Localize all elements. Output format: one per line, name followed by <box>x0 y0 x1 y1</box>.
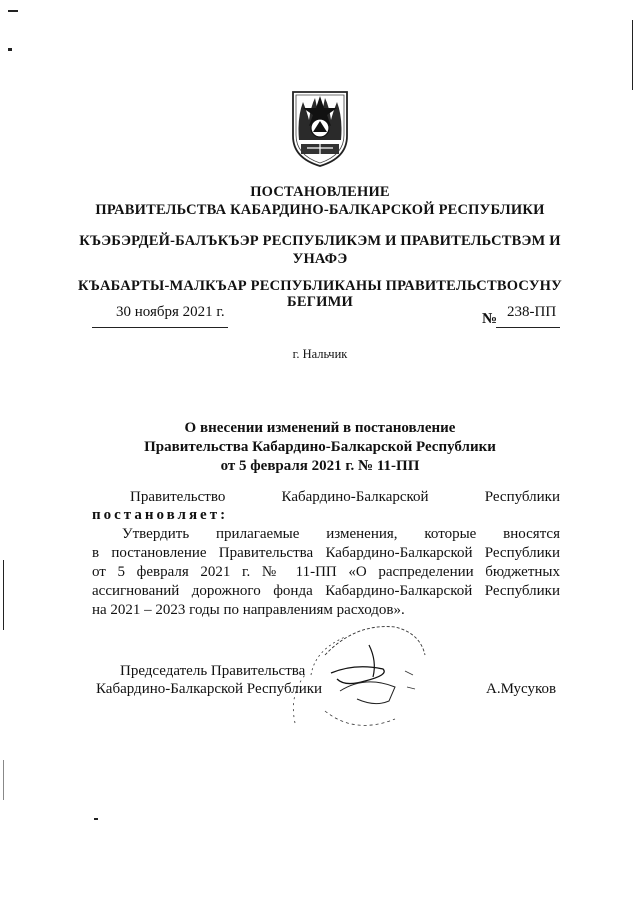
signer-name: А.Мусуков <box>486 681 557 697</box>
paragraph-2-line-2: в постановление Правительства Кабардино-Балкарской Республики <box>92 545 560 561</box>
coat-of-arms-icon <box>289 88 351 168</box>
paragraph-1-line-1: Правительство Кабардино-Балкарской Республики <box>130 489 560 505</box>
scan-edge-line <box>632 20 633 90</box>
document-title-line-2: Правительства Кабардино-Балкарской Республики <box>144 439 496 455</box>
paragraph-1-line-2: постановляет: <box>92 507 229 523</box>
issuing-body-kabardian: КЪЭБЭРДЕЙ-БАЛЪКЪЭР РЕСПУБЛИКЭМ И ПРАВИТЕЛЬСТВЭМ И <box>79 233 561 249</box>
scan-mark <box>8 48 12 51</box>
handwritten-signature-icon <box>285 615 435 745</box>
paragraph-2-line-1: Утвердить прилагаемые изменения, которые вносятся <box>122 526 560 542</box>
number-underline <box>496 327 560 328</box>
issuing-body-kabardian-cont: УНАФЭ <box>292 251 348 267</box>
scan-mark <box>8 10 18 12</box>
signer-title-line-2: Кабардино-Балкарской Республики <box>96 681 323 697</box>
number-sign: № <box>482 311 498 327</box>
city: г. Нальчик <box>292 347 348 361</box>
document-type: ПОСТАНОВЛЕНИЕ <box>250 184 390 200</box>
document-title-line-1: О внесении изменений в постановление <box>184 420 456 436</box>
issuing-body-balkar: КЪАБАРТЫ-МАЛКЪАР РЕСПУБЛИКАНЫ ПРАВИТЕЛЬСТВОСУНУ <box>78 278 562 294</box>
paragraph-2-line-4: ассигнований дорожного фонда Кабардино-Балкарской Республики <box>92 583 560 599</box>
signer-title-line-1: Председатель Правительства <box>120 663 306 679</box>
scan-edge-line <box>3 560 4 630</box>
document-date: 30 ноября 2021 г. <box>116 304 225 320</box>
document-title-line-3: от 5 февраля 2021 г. № 11-ПП <box>220 458 420 474</box>
date-underline <box>92 327 228 328</box>
paragraph-2-line-5: на 2021 – 2023 годы по направлениям расходов». <box>92 602 405 618</box>
scan-edge-line <box>3 760 4 800</box>
issuing-body-balkar-cont: БЕГИМИ <box>287 294 353 310</box>
scan-mark <box>94 818 98 820</box>
document-number: 238-ПП <box>507 304 557 320</box>
issuing-body: ПРАВИТЕЛЬСТВА КАБАРДИНО-БАЛКАРСКОЙ РЕСПУБЛИКИ <box>95 202 545 218</box>
paragraph-2-line-3: от 5 февраля 2021 г. № 11-ПП «О распределении бюджетных <box>92 564 560 580</box>
